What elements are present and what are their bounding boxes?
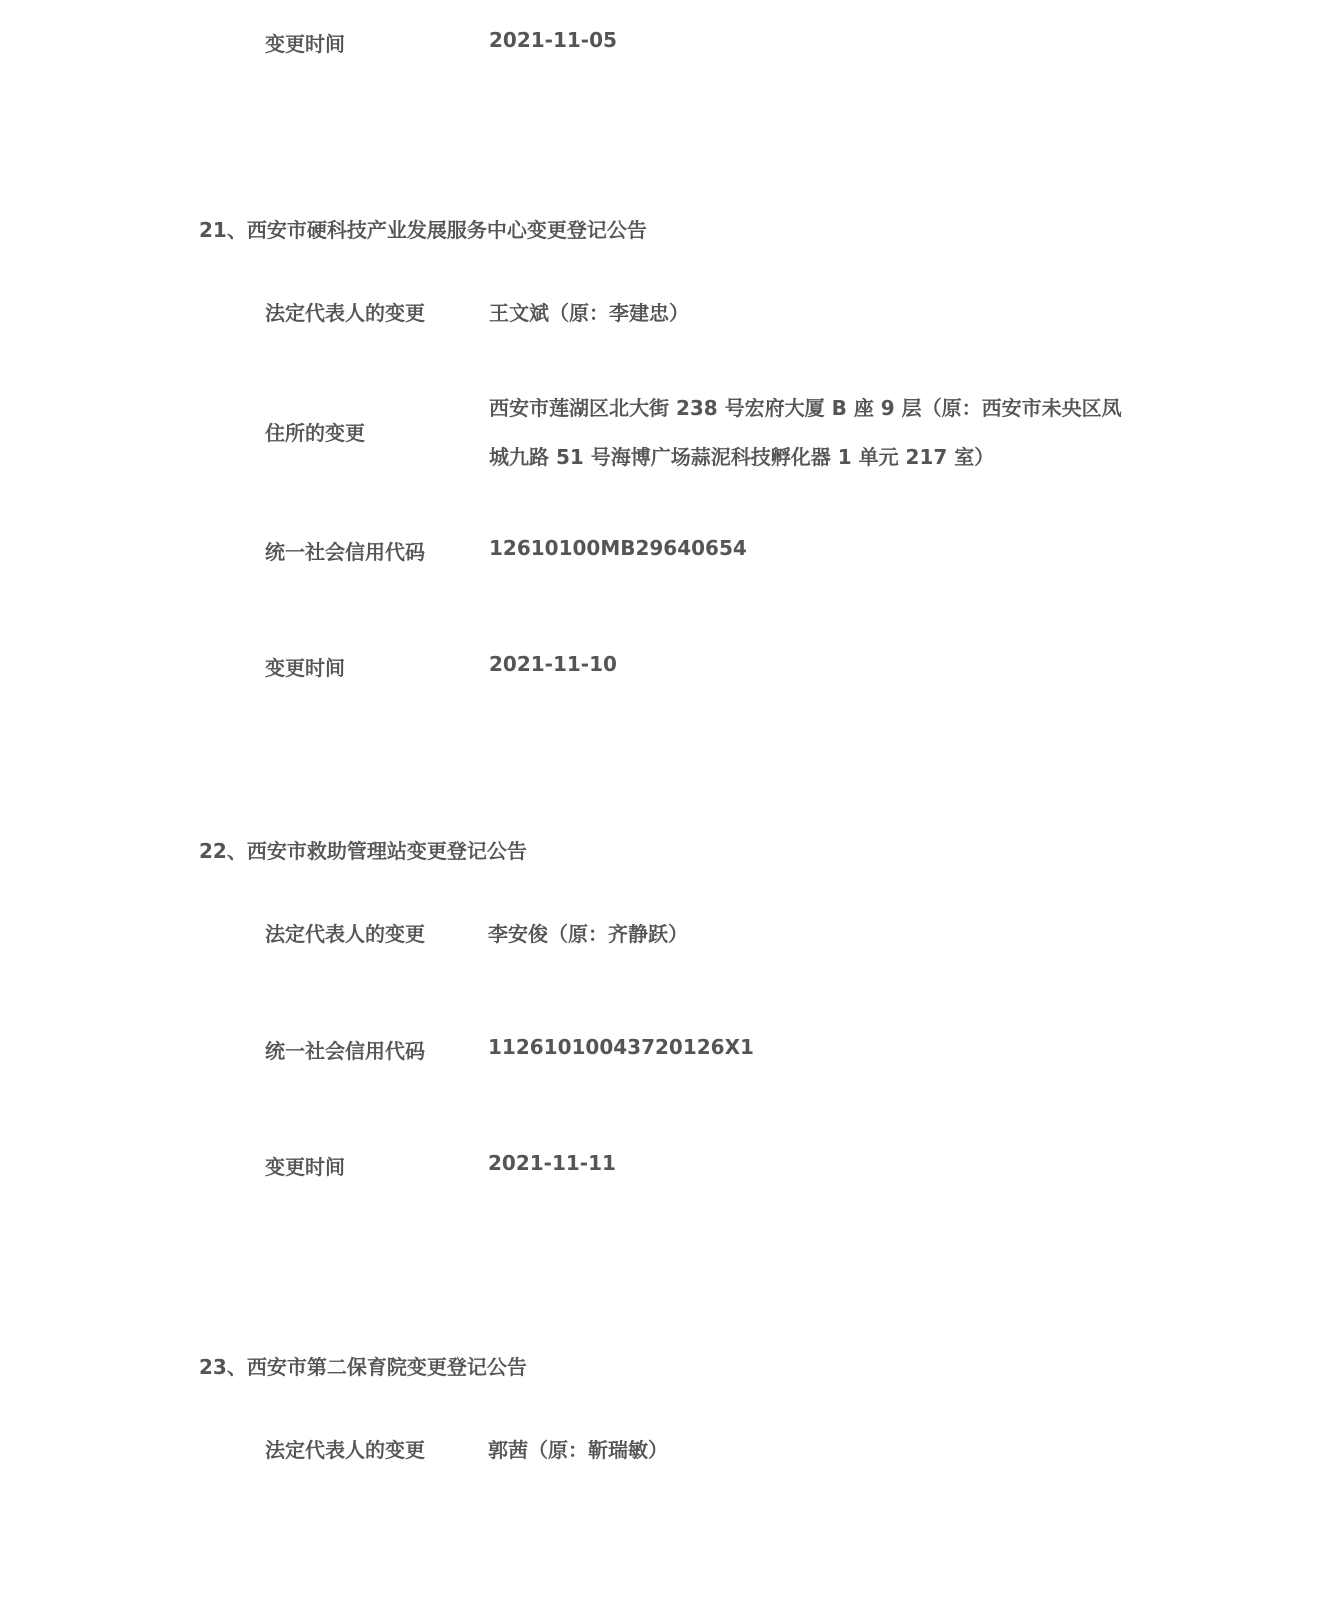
change-time-label: 变更时间 [265, 32, 345, 56]
credit-code-label: 统一社会信用代码 [265, 540, 425, 564]
credit-code-value: 12610100MB29640654 [489, 536, 747, 560]
change-time-value: 2021-11-05 [489, 28, 617, 52]
change-time-label: 变更时间 [265, 656, 345, 680]
legal-rep-change-label: 法定代表人的变更 [265, 301, 425, 325]
legal-rep-change-label: 法定代表人的变更 [265, 1438, 425, 1462]
change-time-value: 2021-11-11 [488, 1151, 616, 1175]
address-change-value-line1: 西安市莲湖区北大街 238 号宏府大厦 B 座 9 层（原：西安市未央区凤 [489, 396, 1122, 420]
legal-rep-change-value: 王文斌（原：李建忠） [489, 301, 689, 325]
notice-title: 21、西安市硬科技产业发展服务中心变更登记公告 [199, 218, 647, 242]
credit-code-label: 统一社会信用代码 [265, 1039, 425, 1063]
change-time-label: 变更时间 [265, 1155, 345, 1179]
address-change-label: 住所的变更 [265, 421, 365, 445]
notice-title: 22、西安市救助管理站变更登记公告 [199, 839, 527, 863]
address-change-value-line2: 城九路 51 号海博广场蒜泥科技孵化器 1 单元 217 室） [489, 445, 995, 469]
notice-title: 23、西安市第二保育院变更登记公告 [199, 1355, 527, 1379]
legal-rep-change-label: 法定代表人的变更 [265, 922, 425, 946]
legal-rep-change-value: 李安俊（原：齐静跃） [488, 922, 688, 946]
change-time-value: 2021-11-10 [489, 652, 617, 676]
legal-rep-change-value: 郭茜（原：靳瑞敏） [488, 1438, 668, 1462]
credit-code-value: 11261010043720126X1 [488, 1035, 754, 1059]
